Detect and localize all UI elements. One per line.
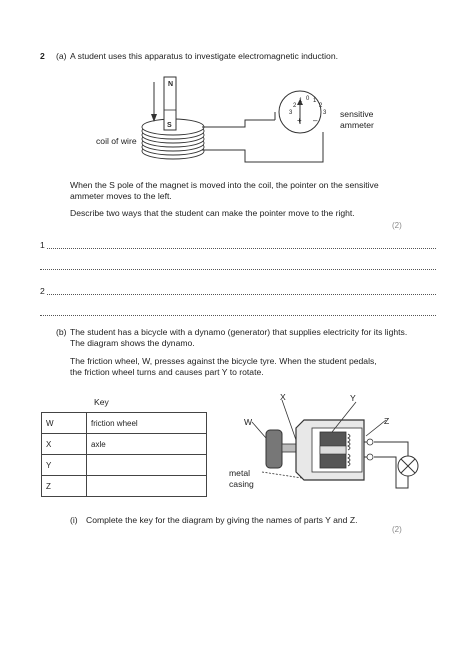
question-number: 2 xyxy=(40,51,45,61)
b-para2-line2: the friction wheel turns and causes part Y to rotate. xyxy=(70,367,264,377)
scale-mark: 1 xyxy=(313,98,317,104)
b-para1-line2: The diagram shows the dynamo. xyxy=(70,338,195,348)
south-pole-label: S xyxy=(167,122,172,129)
answer-line-3[interactable] xyxy=(47,294,436,295)
scale-mark: 3 xyxy=(289,110,293,116)
dynamo-label-y: Y xyxy=(350,393,356,403)
key-row xyxy=(42,455,207,476)
scale-mark: 3 xyxy=(323,110,327,116)
minus-terminal-label: – xyxy=(313,116,318,125)
marks-i: (2) xyxy=(392,525,402,534)
sub-i-number: (i) xyxy=(70,515,78,525)
b-para1-line1: The student has a bicycle with a dynamo (generator) that supplies electricity for its lights. xyxy=(70,327,408,337)
scale-mark: 2 xyxy=(293,103,297,109)
key-letter: X xyxy=(42,434,87,455)
key-letter: Y xyxy=(42,455,87,476)
b-para2-line1: The friction wheel, W, presses against the bicycle tyre. When the student pedals, xyxy=(70,356,377,366)
north-pole-label: N xyxy=(168,81,174,88)
key-name: friction wheel xyxy=(87,413,207,434)
part-a-label: (a) xyxy=(56,51,67,61)
answer-line-number-1: 1 xyxy=(40,240,45,250)
key-table xyxy=(41,412,207,497)
key-row xyxy=(42,476,207,497)
dynamo-label-x: X xyxy=(280,392,286,402)
dynamo-label-w: W xyxy=(244,417,253,427)
marks-a: (2) xyxy=(392,221,402,230)
ammeter-label-2: ammeter xyxy=(340,120,374,130)
key-letter: W xyxy=(42,413,87,434)
answer-line-2[interactable] xyxy=(40,269,436,270)
part-b-label: (b) xyxy=(56,327,67,337)
para2-text: Describe two ways that the student can make the pointer move to the right. xyxy=(70,208,355,218)
intro-text: A student uses this apparatus to investigate electromagnetic induction. xyxy=(70,51,339,61)
scale-mark: 1 xyxy=(299,98,303,104)
casing-label-1: metal xyxy=(229,468,251,478)
key-letter: Z xyxy=(42,476,87,497)
answer-line-1[interactable] xyxy=(47,248,436,249)
dynamo-label-z: Z xyxy=(384,416,390,426)
key-name: axle xyxy=(87,434,207,455)
key-row xyxy=(42,434,207,455)
scale-mark: 2 xyxy=(319,103,323,109)
sub-i-text: Complete the key for the diagram by giving the names of parts Y and Z. xyxy=(86,515,358,525)
plus-terminal-label: + xyxy=(297,116,302,125)
para1-line1: When the S pole of the magnet is moved into the coil, the pointer on the sensitive xyxy=(70,180,379,190)
answer-line-number-2: 2 xyxy=(40,286,45,296)
answer-line-4[interactable] xyxy=(40,315,436,316)
coil-label: coil of wire xyxy=(96,136,137,146)
casing-label-2: casing xyxy=(229,479,254,489)
key-title: Key xyxy=(94,397,109,407)
ammeter-label-1: sensitive xyxy=(340,109,374,119)
para1-line2: ammeter moves to the left. xyxy=(70,191,172,201)
key-answer-z[interactable] xyxy=(87,476,207,497)
key-answer-y[interactable] xyxy=(87,455,207,476)
dynamo-diagram xyxy=(236,392,436,502)
key-row xyxy=(42,413,207,434)
scale-mark: 0 xyxy=(306,96,310,102)
